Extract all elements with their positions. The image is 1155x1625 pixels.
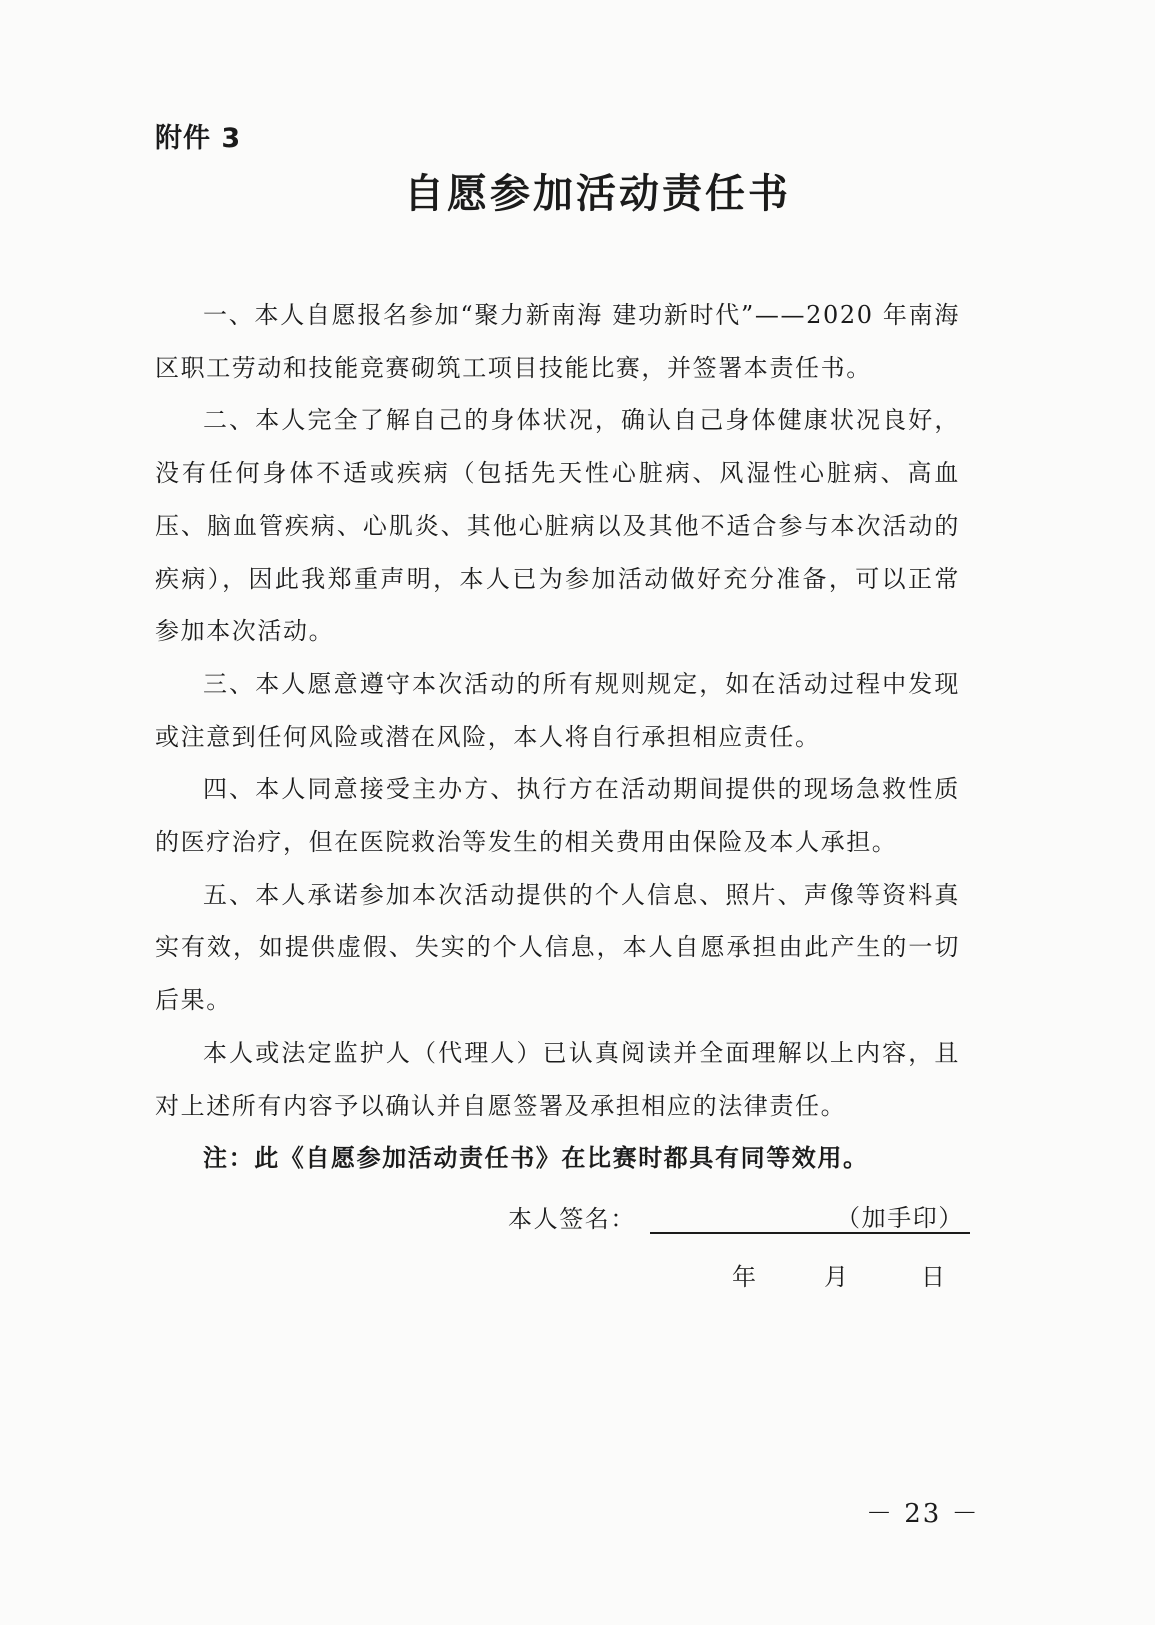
clause-3: 三、本人愿意遵守本次活动的所有规则规定，如在活动过程中发现或注意到任何风险或潜在风险，本人将自行承担相应责任。: [155, 669, 960, 751]
attachment-label: 附件 3: [155, 123, 242, 154]
date-day-label: 日: [921, 1263, 945, 1291]
clause-2: 二、本人完全了解自己的身体状况，确认自己身体健康状况良好，没有任何身体不适或疾病（包括先天性心脏病、风湿性心脏病、高血压、脑血管疾病、心肌炎、其他心脏病以及其他不适合参与本次活动的疾病），因此我郑重声明，本人已为参加活动做好充分准备，可以正常参加本次活动。: [155, 406, 960, 646]
acknowledgement-paragraph: 本人或法定监护人（代理人）已认真阅读并全面理解以上内容，且对上述所有内容予以确认并自愿签署及承担相应的法律责任。: [155, 1038, 960, 1120]
document-title: 自愿参加活动责任书: [404, 171, 791, 217]
clause-1: 一、本人自愿报名参加“聚力新南海 建功新时代”——2020 年南海区职工劳动和技能竞赛砌筑工项目技能比赛，并签署本责任书。: [155, 301, 960, 382]
clause-5: 五、本人承诺参加本次活动提供的个人信息、照片、声像等资料真实有效，如提供虚假、失实的个人信息，本人自愿承担由此产生的一切后果。: [155, 880, 960, 1015]
clause-4: 四、本人同意接受主办方、执行方在活动期间提供的现场急救性质的医疗治疗，但在医院救治等发生的相关费用由保险及本人承担。: [155, 775, 960, 857]
note-text: 注：此《自愿参加活动责任书》在比赛时都具有同等效用。: [203, 1143, 869, 1173]
fingerprint-hint: （加手印）: [832, 1198, 970, 1234]
date-year-label: 年: [732, 1263, 756, 1291]
signature-line: [508, 1198, 970, 1234]
page-number: － 23 －: [866, 1499, 980, 1529]
signature-field[interactable]: [650, 1198, 832, 1234]
document-body: [155, 289, 960, 1185]
date-month-label: 月: [824, 1263, 848, 1291]
signature-label: 本人签名：: [508, 1205, 636, 1233]
